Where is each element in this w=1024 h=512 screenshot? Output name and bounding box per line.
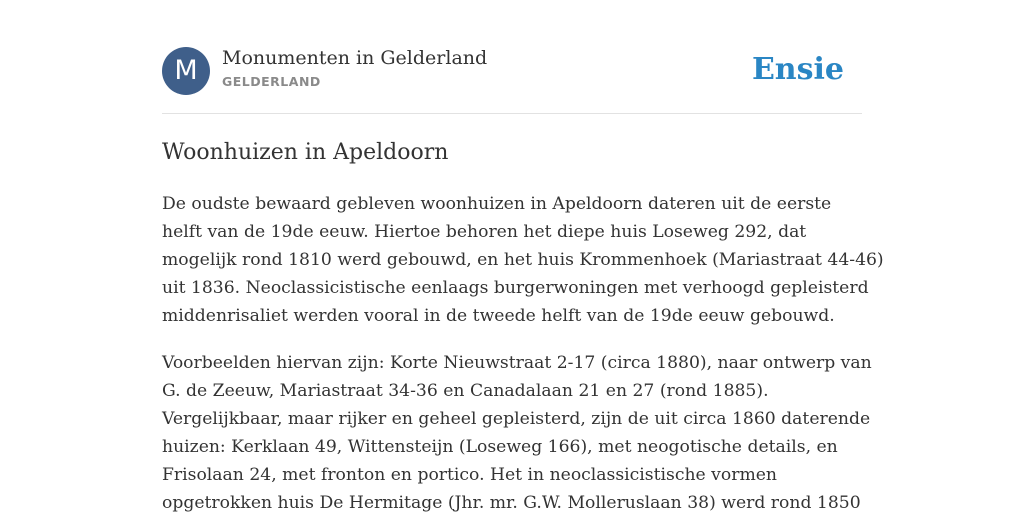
text-line: Vergelijkbaar, maar rijker en geheel gepleisterd, zijn de uit circa 1860 daterende <box>162 409 871 429</box>
text-line: Voorbeelden hiervan zijn: Korte Nieuwstraat 2-17 (circa 1880), naar ontwerp van <box>162 353 872 373</box>
article-paragraph <box>162 349 872 512</box>
brand-logo[interactable]: Ensie <box>751 52 844 87</box>
article-body <box>162 190 884 512</box>
site-title[interactable]: Monumenten in Gelderland <box>222 47 488 69</box>
site-subtitle[interactable]: GELDERLAND <box>222 74 321 89</box>
text-line: mogelijk rond 1810 werd gebouwd, en het huis Krommenhoek (Mariastraat 44-46) <box>162 250 884 270</box>
text-line: De oudste bewaard gebleven woonhuizen in Apeldoorn dateren uit de eerste <box>162 194 832 214</box>
text-line: middenrisaliet werden vooral in de tweede helft van de 19de eeuw gebouwd. <box>162 306 835 326</box>
article-paragraph <box>162 190 884 330</box>
text-line: huizen: Kerklaan 49, Wittensteijn (Loseweg 166), met neogotische details, en <box>162 437 838 457</box>
text-line: helft van de 19de eeuw. Hiertoe behoren het diepe huis Loseweg 292, dat <box>162 222 807 242</box>
text-line: uit 1836. Neoclassicistische eenlaags burgerwoningen met verhoogd gepleisterd <box>162 278 869 298</box>
avatar[interactable]: M <box>162 47 210 95</box>
header-divider <box>162 113 862 114</box>
text-line: G. de Zeeuw, Mariastraat 34-36 en Canadalaan 21 en 27 (rond 1885). <box>162 381 769 401</box>
text-line: Frisolaan 24, met fronton en portico. Het in neoclassicistische vormen <box>162 465 777 485</box>
site-header <box>162 46 862 96</box>
article-title: Woonhuizen in Apeldoorn <box>162 140 449 165</box>
text-line: opgetrokken huis De Hermitage (Jhr. mr. G.W. Molleruslaan 38) werd rond 1850 <box>162 493 861 512</box>
